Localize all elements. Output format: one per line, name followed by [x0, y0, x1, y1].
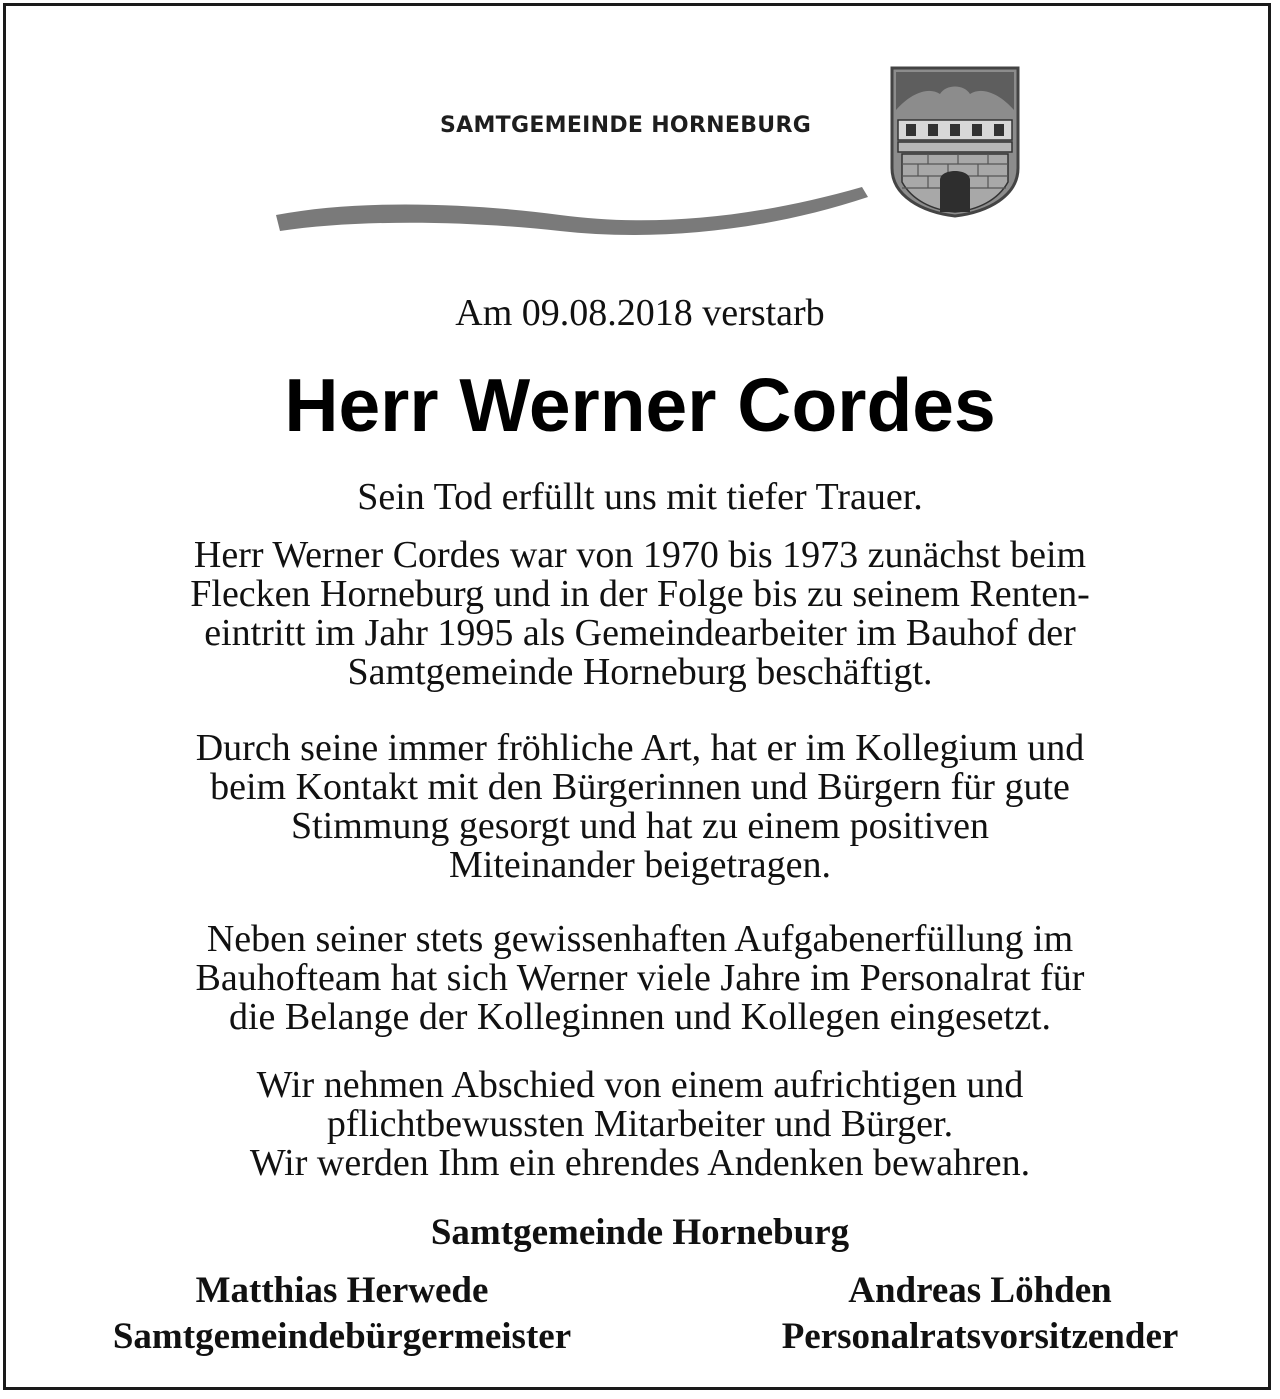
- deceased-name: Herr Werner Cordes: [284, 363, 996, 447]
- paragraph-line: Bauhofteam hat sich Werner viele Jahre im Personalrat für: [195, 957, 1085, 999]
- paragraph-line: beim Kontakt mit den Bürgerinnen und Bürgern für gute: [210, 766, 1070, 808]
- logo-text: SAMTGEMEINDE HORNEBURG: [440, 113, 812, 138]
- signer-title: Samtgemeindebürgermeister: [112, 1316, 572, 1357]
- paragraph-1: [0, 478, 1280, 517]
- paragraph-line: Flecken Horneburg und in der Folge bis zu seinem Renten-: [190, 573, 1090, 615]
- coat-of-arms-icon: [888, 64, 1022, 218]
- paragraph-line: die Belange der Kolleginnen und Kollegen eingesetzt.: [228, 996, 1051, 1038]
- paragraph-4: [0, 920, 1280, 1037]
- paragraph-line: Wir nehmen Abschied von einem aufrichtigen und: [256, 1064, 1024, 1106]
- wave-stroke-icon: [270, 175, 870, 245]
- signature-left: [22, 1268, 662, 1360]
- paragraph-line: Wir werden Ihm ein ehrendes Andenken bewahren.: [249, 1142, 1031, 1184]
- signer-name: Andreas Löhden: [848, 1270, 1112, 1311]
- paragraph-line: Samtgemeinde Horneburg beschäftigt.: [347, 651, 933, 693]
- paragraph-line: eintritt im Jahr 1995 als Gemeindearbeiter im Bauhof der: [204, 612, 1076, 654]
- paragraph-line: Herr Werner Cordes war von 1970 bis 1973 zunächst beim: [193, 534, 1087, 576]
- paragraph-line: Miteinander beigetragen.: [449, 844, 831, 886]
- paragraph-line: Durch seine immer fröhliche Art, hat er im Kollegium und: [195, 727, 1085, 769]
- signer-name: Matthias Herwede: [195, 1270, 489, 1311]
- paragraph-3: [0, 729, 1280, 885]
- paragraph-line: Sein Tod erfüllt uns mit tiefer Trauer.: [357, 476, 923, 518]
- signature-right: [660, 1268, 1280, 1360]
- paragraph-line: Stimmung gesorgt und hat zu einem positiven: [290, 805, 989, 847]
- paragraph-line: pflichtbewussten Mitarbeiter und Bürger.: [326, 1103, 954, 1145]
- paragraph-line: Neben seiner stets gewissenhaften Aufgabenerfüllung im: [206, 918, 1074, 960]
- death-date-line: Am 09.08.2018 verstarb: [455, 292, 825, 334]
- paragraph-5: [0, 1066, 1280, 1183]
- organization-name: Samtgemeinde Horneburg: [430, 1212, 850, 1253]
- signer-title: Personalratsvorsitzender: [781, 1316, 1179, 1357]
- paragraph-2: [0, 536, 1280, 692]
